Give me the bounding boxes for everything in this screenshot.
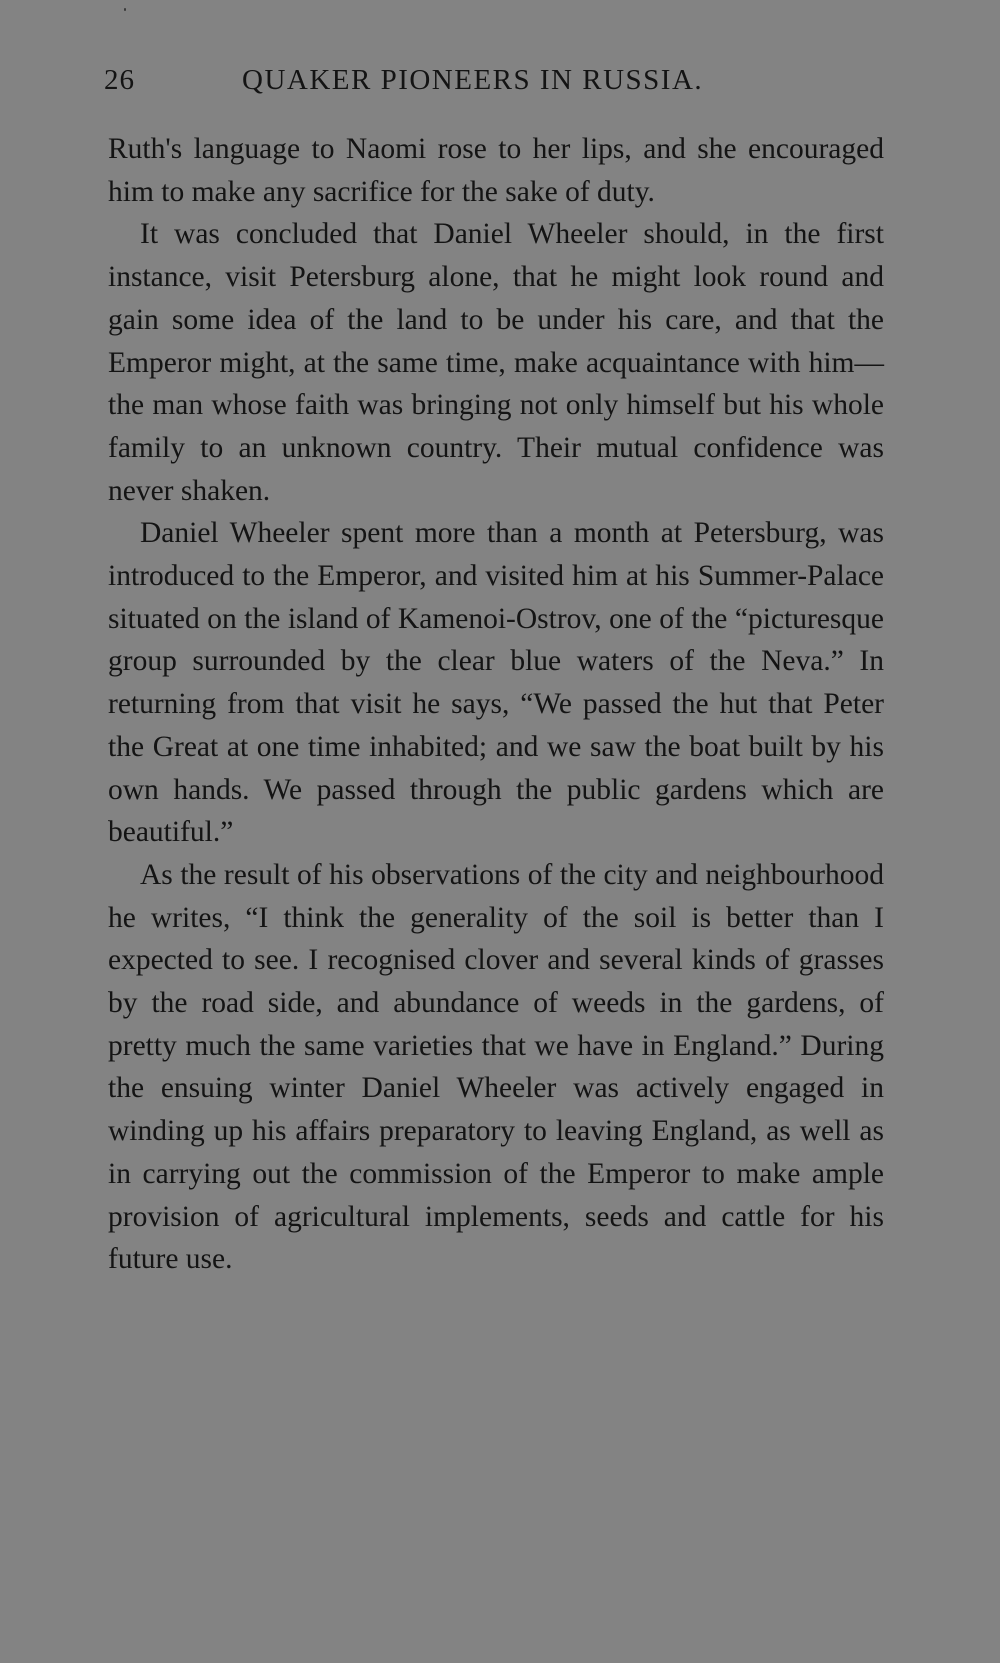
paragraph-4: As the result of his observations of the city and neighbourhood he writes, “I think the generality of the soil is better than I expected to see. I recognised clover and several kinds of grasses by the road side, and abundance of weeds in the gardens, of pretty much the same varieties that we have in England.” During the ensuing winter Daniel Wheeler was actively engaged in winding up his affairs preparatory to leaving England, as well as in carrying out the commission of the Emperor to make ample provision of agricultural implements, seeds and cattle for his future use. bbox=[108, 858, 884, 1276]
paragraph-2: It was concluded that Daniel Wheeler should, in the first instance, visit Petersburg alone, that he might look round and gain some idea of the land to be under his care, and that the Emperor might, at the same time, make acquaintance with him—the man whose faith was bringing not only himself but his whole family to an unknown country. Their mutual confidence was never shaken. bbox=[108, 218, 884, 507]
paragraph-3: Daniel Wheeler spent more than a month at Petersburg, was introduced to the Emperor, and visited him at his Summer-Palace situated on the island of Kamenoi-Ostrov, one of the “picturesque group surrounded by the clear blue waters of the Neva.” In returning from that visit he says, “We passed the hut that Peter the Great at one time inhabited; and we saw the boat built by his own hands. We passed through the public gardens which are beautiful.” bbox=[108, 517, 884, 849]
body-text bbox=[108, 128, 884, 1281]
page-header bbox=[104, 64, 884, 108]
paragraph-1: Ruth's language to Naomi rose to her lips, and she encouraged him to make any sacrifice for the sake of duty. bbox=[108, 133, 884, 208]
running-title: QUAKER PIONEERS IN RUSSIA. bbox=[242, 64, 704, 96]
page-number: 26 bbox=[104, 64, 135, 96]
scan-speck bbox=[124, 8, 126, 11]
